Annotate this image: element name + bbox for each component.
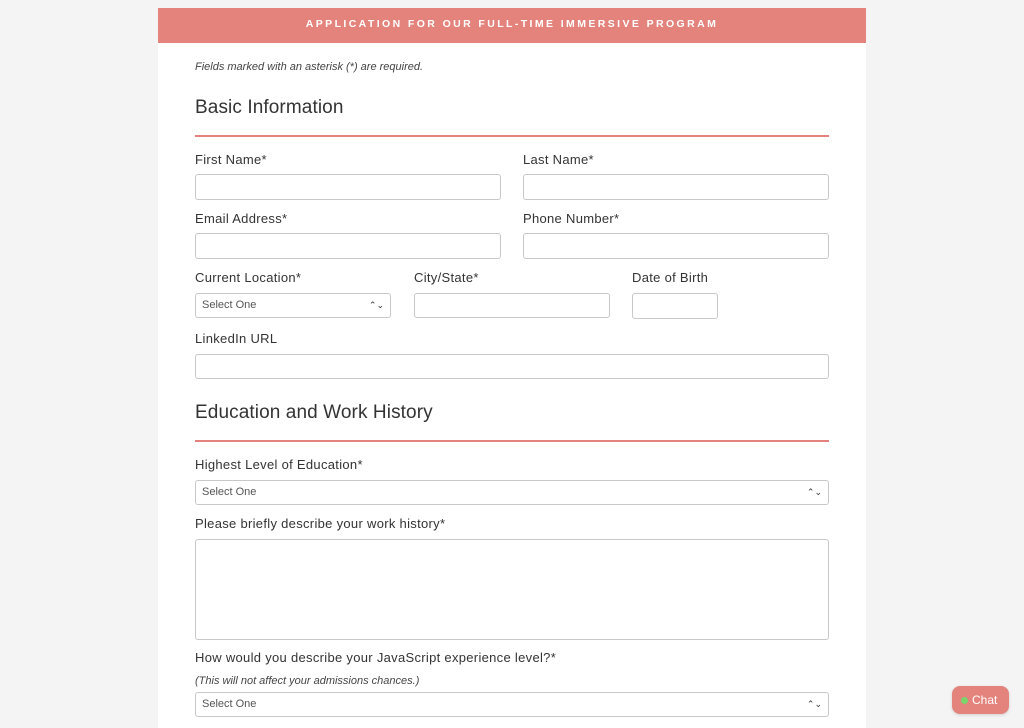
section-title-education: Education and Work History: [195, 402, 433, 423]
education-level-label: Highest Level of Education*: [195, 457, 363, 472]
last-name-label: Last Name*: [523, 152, 594, 167]
chat-status-icon: [961, 697, 968, 704]
select-arrows-icon: ⌃⌄: [806, 699, 822, 709]
form-banner: APPLICATION FOR OUR FULL-TIME IMMERSIVE PROGRAM: [158, 8, 866, 43]
select-arrows-icon: ⌃⌄: [368, 300, 384, 310]
phone-input[interactable]: [523, 233, 829, 259]
linkedin-label: LinkedIn URL: [195, 331, 278, 346]
section-divider: [195, 135, 829, 137]
js-experience-value: Select One: [202, 698, 257, 710]
city-state-label: City/State*: [414, 270, 479, 285]
last-name-input[interactable]: [523, 174, 829, 200]
section-title-basic: Basic Information: [195, 97, 344, 118]
location-select-value: Select One: [202, 299, 257, 311]
location-select[interactable]: [195, 293, 391, 318]
js-experience-label: How would you describe your JavaScript experience level?*: [195, 650, 557, 665]
application-card: [158, 8, 866, 728]
js-experience-note: (This will not affect your admissions chances.): [195, 675, 420, 687]
required-note: Fields marked with an asterisk (*) are required.: [195, 61, 424, 73]
select-arrows-icon: ⌃⌄: [806, 487, 822, 497]
email-input[interactable]: [195, 233, 501, 259]
linkedin-input[interactable]: [195, 354, 829, 379]
js-experience-select[interactable]: [195, 692, 829, 717]
dob-label: Date of Birth: [632, 270, 709, 285]
location-label: Current Location*: [195, 270, 302, 285]
work-history-label: Please briefly describe your work history*: [195, 516, 446, 531]
first-name-input[interactable]: [195, 174, 501, 200]
phone-label: Phone Number*: [523, 211, 620, 226]
city-state-input[interactable]: [414, 293, 610, 318]
education-level-select[interactable]: [195, 480, 829, 505]
chat-label: Chat: [972, 693, 998, 707]
education-level-value: Select One: [202, 486, 257, 498]
dob-input[interactable]: [632, 293, 718, 319]
chat-button[interactable]: [952, 686, 1009, 714]
email-label: Email Address*: [195, 211, 288, 226]
work-history-textarea[interactable]: [195, 539, 829, 640]
section-divider: [195, 440, 829, 442]
first-name-label: First Name*: [195, 152, 267, 167]
